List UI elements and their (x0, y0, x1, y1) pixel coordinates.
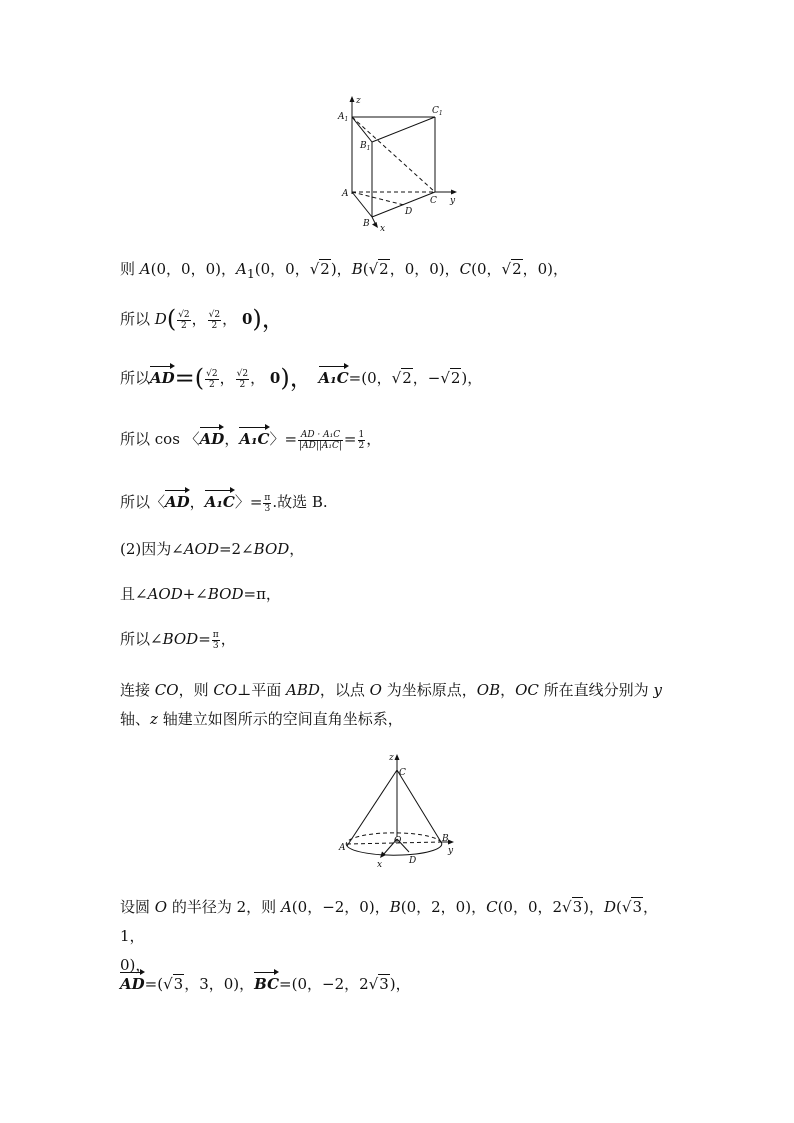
radius-paragraph: 设圆 O 的半径为 2，则 A(0，−2，0)，B(0，2，0)，C(0，0，2√3)，D(√3，1， 0)， (120, 898, 659, 974)
cone-label-y: y (448, 846, 454, 856)
label-b: B (363, 219, 370, 229)
final-vectors-line: AD=(√3，3，0)，BC=(0，−2，2√3)， (120, 970, 411, 995)
label-d: D (405, 207, 413, 217)
cone-label-d: D (409, 856, 417, 866)
setup-paragraph: 连接 CO，则 CO⊥平面 ABD，以点 O 为坐标原点，OB，OC 所在直线分别为 y 轴、z 轴建立如图所示的空间直角坐标系， (120, 681, 662, 728)
label-c1: $C_1$ (432, 106, 443, 117)
part2-line-3: 所以∠BOD= $\frac{\pi}{3}$ ， (120, 629, 236, 651)
cone-label-x: x (377, 860, 383, 870)
cone-figure (333, 752, 463, 870)
cone-label-c: C (399, 768, 406, 778)
cone-label-a: A (339, 843, 346, 853)
label-z: z (356, 96, 361, 106)
cone-label-o: O (394, 836, 402, 846)
label-a: A (342, 189, 349, 199)
cos-line: 所以 cos 〈AD，A₁C〉= $\frac{\text{AD · A₁C}}{\text{|AD||A₁C|}}$ = $\frac{1}{2}$ ， (120, 425, 381, 451)
part2-line-2: 且∠AOD+∠BOD=π， (120, 585, 281, 603)
label-c: C (430, 196, 437, 206)
point-d-line: 所以 D( $\frac{√2}{2}$ ， $\frac{√2}{2}$ ， 0)， (120, 305, 286, 333)
vectors-line: 所以AD=( $\frac{√2}{2}$ ， $\frac{√2}{2}$ ， 0)， A₁C=(0，√2，−√2)， (120, 364, 483, 392)
label-x: x (380, 224, 386, 234)
label-b1: $B_1$ (360, 141, 371, 152)
part2-line-1: (2)因为∠AOD=2∠BOD， (120, 540, 305, 558)
label-y: y (450, 196, 456, 206)
cone-label-b: B (442, 834, 449, 844)
label-a1: $A_1$ (338, 112, 349, 123)
angle-line: 所以〈AD，A₁C〉= $\frac{\pi}{3}$ .故选 B. (120, 488, 328, 514)
coord-line-1: 则 A(0，0，0)，$A_1(0$，0，√2)，B(√2，0，0)，C(0，√2，0)， (120, 260, 569, 281)
cone-label-z: z (389, 753, 394, 763)
prism-figure (330, 92, 470, 240)
